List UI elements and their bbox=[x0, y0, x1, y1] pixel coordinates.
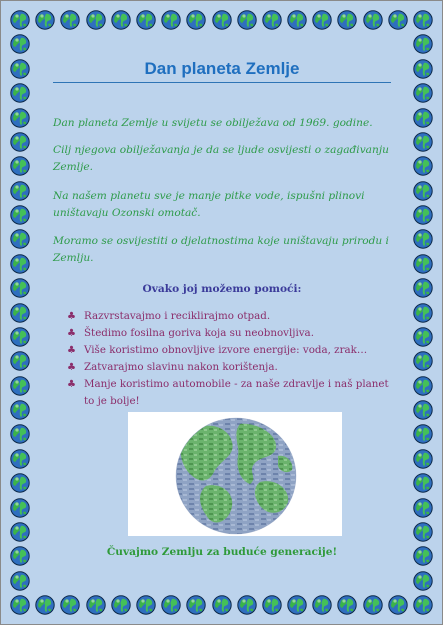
page-title: Dan planeta Zemlje bbox=[53, 59, 391, 83]
help-subtitle: Ovako joj možemo pomoći: bbox=[142, 283, 302, 295]
list-item bbox=[67, 376, 391, 410]
globe-icon bbox=[413, 132, 433, 152]
tip-text: Štedimo fosilna goriva koja su neobnovljiva. bbox=[84, 327, 314, 339]
globe-icon bbox=[161, 595, 181, 615]
globe-icon bbox=[212, 595, 232, 615]
globe-icon bbox=[237, 595, 257, 615]
globe-icon bbox=[413, 424, 433, 444]
globe-icon bbox=[10, 205, 30, 225]
globe-icon bbox=[10, 498, 30, 518]
footer-slogan: Čuvajmo Zemlju za buduće generacije! bbox=[106, 546, 338, 558]
globe-icon bbox=[10, 351, 30, 371]
globe-icon bbox=[413, 522, 433, 542]
tips-list bbox=[53, 308, 391, 410]
globe-icon bbox=[262, 595, 282, 615]
globe-icon bbox=[413, 449, 433, 469]
globe-icon bbox=[413, 473, 433, 493]
earth-word-cloud-icon bbox=[128, 412, 342, 536]
globe-icon bbox=[136, 595, 156, 615]
globe-icon bbox=[10, 327, 30, 347]
globe-icon bbox=[212, 10, 232, 30]
globe-icon bbox=[363, 10, 383, 30]
globe-icon bbox=[10, 546, 30, 566]
globe-icon bbox=[10, 376, 30, 396]
tip-text: Više koristimo obnovljive izvore energije: voda, zrak… bbox=[84, 344, 368, 356]
globe-icon bbox=[413, 59, 433, 79]
globe-icon bbox=[413, 498, 433, 518]
globe-icon bbox=[10, 278, 30, 298]
globe-icon bbox=[10, 156, 30, 176]
globe-icon bbox=[413, 376, 433, 396]
globe-icon bbox=[413, 10, 433, 30]
globe-icon bbox=[60, 595, 80, 615]
globe-icon bbox=[413, 400, 433, 420]
globe-icon bbox=[10, 181, 30, 201]
globe-icon bbox=[413, 303, 433, 323]
globe-icon bbox=[413, 83, 433, 103]
globe-icon bbox=[413, 181, 433, 201]
globe-icon bbox=[10, 59, 30, 79]
list-item bbox=[67, 342, 391, 359]
globe-icon bbox=[413, 571, 433, 591]
globe-icon bbox=[10, 424, 30, 444]
earth-picture bbox=[128, 412, 342, 536]
paragraph-call: Moramo se osvijestiti o djelatnostima koje uništavaju prirodu i Zemlju. bbox=[53, 235, 389, 264]
club-icon: ♣ bbox=[67, 362, 76, 373]
globe-icon bbox=[413, 205, 433, 225]
globe-icon bbox=[10, 449, 30, 469]
globe-icon bbox=[413, 254, 433, 274]
globe-icon bbox=[312, 595, 332, 615]
globe-icon bbox=[10, 108, 30, 128]
globe-icon bbox=[10, 83, 30, 103]
globe-icon bbox=[363, 595, 383, 615]
globe-icon bbox=[287, 595, 307, 615]
globe-icon bbox=[10, 10, 30, 30]
globe-icon bbox=[262, 10, 282, 30]
globe-icon bbox=[111, 595, 131, 615]
globe-icon bbox=[237, 10, 257, 30]
globe-icon bbox=[35, 10, 55, 30]
club-icon: ♣ bbox=[67, 345, 76, 356]
paragraph-problems: Na našem planetu sve je manje pitke vode, ispušni plinovi uništavaju Ozonski omotač. bbox=[53, 190, 365, 219]
globe-icon bbox=[10, 303, 30, 323]
paragraph-goal: Cilj njegova obilježavanja je da se ljude osvijesti o zagađivanju Zemlje. bbox=[53, 144, 389, 173]
globe-icon bbox=[312, 10, 332, 30]
list-item bbox=[67, 325, 391, 342]
tip-text: Razvrstavajmo i reciklirajmo otpad. bbox=[84, 310, 271, 322]
globe-icon bbox=[287, 10, 307, 30]
globe-icon bbox=[111, 10, 131, 30]
list-item bbox=[67, 359, 391, 376]
globe-icon bbox=[413, 229, 433, 249]
globe-icon bbox=[337, 595, 357, 615]
globe-icon bbox=[10, 132, 30, 152]
globe-icon bbox=[186, 10, 206, 30]
globe-icon bbox=[86, 595, 106, 615]
globe-icon bbox=[413, 156, 433, 176]
globe-icon bbox=[136, 10, 156, 30]
globe-icon bbox=[413, 351, 433, 371]
globe-icon bbox=[86, 10, 106, 30]
globe-icon bbox=[35, 595, 55, 615]
globe-icon bbox=[10, 571, 30, 591]
globe-icon bbox=[10, 254, 30, 274]
globe-icon bbox=[60, 10, 80, 30]
globe-icon bbox=[413, 34, 433, 54]
globe-icon bbox=[413, 546, 433, 566]
globe-icon bbox=[413, 278, 433, 298]
globe-icon bbox=[10, 229, 30, 249]
globe-icon bbox=[337, 10, 357, 30]
globe-icon bbox=[388, 10, 408, 30]
globe-icon bbox=[10, 34, 30, 54]
paragraph-history: Dan planeta Zemlje u svijetu se obilježava od 1969. godine. bbox=[53, 117, 373, 129]
globe-icon bbox=[186, 595, 206, 615]
globe-icon bbox=[161, 10, 181, 30]
list-item bbox=[67, 308, 391, 325]
globe-icon bbox=[413, 327, 433, 347]
globe-icon bbox=[413, 595, 433, 615]
club-icon: ♣ bbox=[67, 379, 76, 390]
tip-text: Zatvarajmo slavinu nakon korištenja. bbox=[84, 361, 278, 373]
document-content bbox=[53, 51, 391, 410]
globe-icon bbox=[10, 400, 30, 420]
globe-icon bbox=[10, 595, 30, 615]
globe-icon bbox=[10, 522, 30, 542]
club-icon: ♣ bbox=[67, 328, 76, 339]
globe-icon bbox=[413, 108, 433, 128]
tip-text: Manje koristimo automobile - za naše zdravlje i naš planet to je bolje! bbox=[84, 378, 389, 407]
globe-icon bbox=[10, 473, 30, 493]
club-icon: ♣ bbox=[67, 311, 76, 322]
globe-icon bbox=[388, 595, 408, 615]
